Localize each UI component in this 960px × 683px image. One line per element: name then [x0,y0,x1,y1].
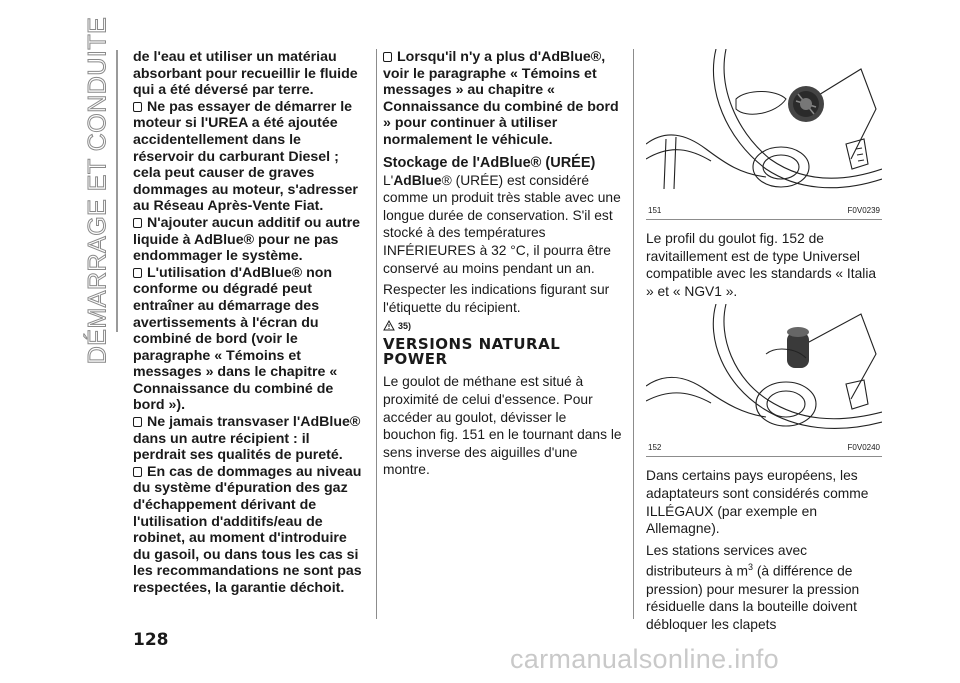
warning-triangle-icon [383,320,395,331]
column-2 [383,49,623,483]
warning-note: 35) [383,320,623,331]
chapter-title: DÉMARRAGE ET CONDUITE [83,16,112,364]
figure-code: F0V0240 [847,443,880,453]
paragraph-adapters: Dans certains pays européens, les adaptateurs sont considérés comme ILLÉGAUX (par exemple en Allemagne). [646,468,869,537]
figure-number: 151 [648,206,662,215]
bullet-item: N'ajouter aucun additif ou autre liquide à AdBlue® pour ne pas endommager le système. [133,214,361,265]
bullet-item: En cas de dommages au niveau du système d'épuration des gaz d'échappement dérivant de l'utilisation d'additifs/eau de robinet, au moment d'introduire du gasoil, ou dans tous les cas si les recommandations ne sont pas respectées, la garantie déchoit. [133,463,362,596]
checkbox-bullet-icon [133,467,142,477]
paragraph-intro: de l'eau et utiliser un matériau absorbant pour recueillir le fluide qui a été déversé par terre. [133,49,358,99]
checkbox-bullet-icon [383,52,392,62]
bullet-item: L'utilisation d'AdBlue® non conforme ou dégradé peut entraîner au démarrage des avertissements à l'écran du combiné de bord (voir le paragraphe « Témoins et messages » dans le chapitre « Connaissance du combiné de bord »). [133,264,338,414]
bullet-item: Lorsqu'il n'y a plus d'AdBlue®, voir le paragraphe « Témoins et messages » au chapitre « Connaissance du combiné de bord » pour continuer à utiliser normalement le véhicule. [383,49,619,148]
checkbox-bullet-icon [133,218,142,228]
sidebar-divider [116,50,118,332]
bullet-item: Ne pas essayer de démarrer le moteur si l'UREA a été ajoutée accidentellement dans le réservoir du carburant Diesel ; cela peut causer de graves dommages au moteur, s'adresser au Réseau Après-Vente Fiat. [133,98,358,215]
section-title-natural-power: VERSIONS NATURAL POWER [383,335,561,369]
fuel-filler-illustration-151 [646,49,882,219]
column-divider-2 [633,49,634,619]
page-number: 128 [133,630,169,650]
figure-number: 152 [648,443,662,453]
column-3 [646,49,882,637]
column-1 [133,49,365,597]
figure-code: F0V0239 [847,206,880,215]
paragraph-stations: Les stations services avec distributeurs à $m^3$ (à différence de pression) pour mesurer la pression résiduelle dans la bouteille doivent débloquer les clapets [646,542,860,632]
paragraph-methane: Le goulot de méthane est situé à proximité de celui d'essence. Pour accéder au goulot, dévisser le bouchon fig. 151 en le tournant dans le sens inverse des aiguilles d'une montre. [383,374,622,478]
chapter-sidebar [78,16,118,364]
checkbox-bullet-icon [133,268,142,278]
bullet-item: Ne jamais transvaser l'AdBlue® dans un autre récipient : il perdrait ses qualités de pureté. [133,414,361,464]
checkbox-bullet-icon [133,102,142,112]
paragraph-label: Respecter les indications figurant sur l'étiquette du récipient. [383,282,610,315]
column-divider-1 [376,49,377,619]
paragraph-storage: L'AdBlue® (URÉE) est considéré comme un produit très stable avec une longue durée de conservation. S'il est stocké à des températures INFÉRIEURES à 32 °C, il pourra être conservé au moins pendant un an. [383,172,621,276]
figure-152 [646,304,882,457]
fuel-filler-illustration-152 [646,304,882,456]
paragraph-filler-profile: Le profil du goulot fig. 152 de ravitaillement est de type Universel compatible avec les standards « Italia » et « NGV1 ». [646,231,877,299]
checkbox-bullet-icon [133,417,142,427]
figure-151 [646,49,882,220]
section-heading-storage: Stockage de l'AdBlue® (URÉE) [383,154,596,171]
watermark: carmanualsonline.info [510,644,779,674]
